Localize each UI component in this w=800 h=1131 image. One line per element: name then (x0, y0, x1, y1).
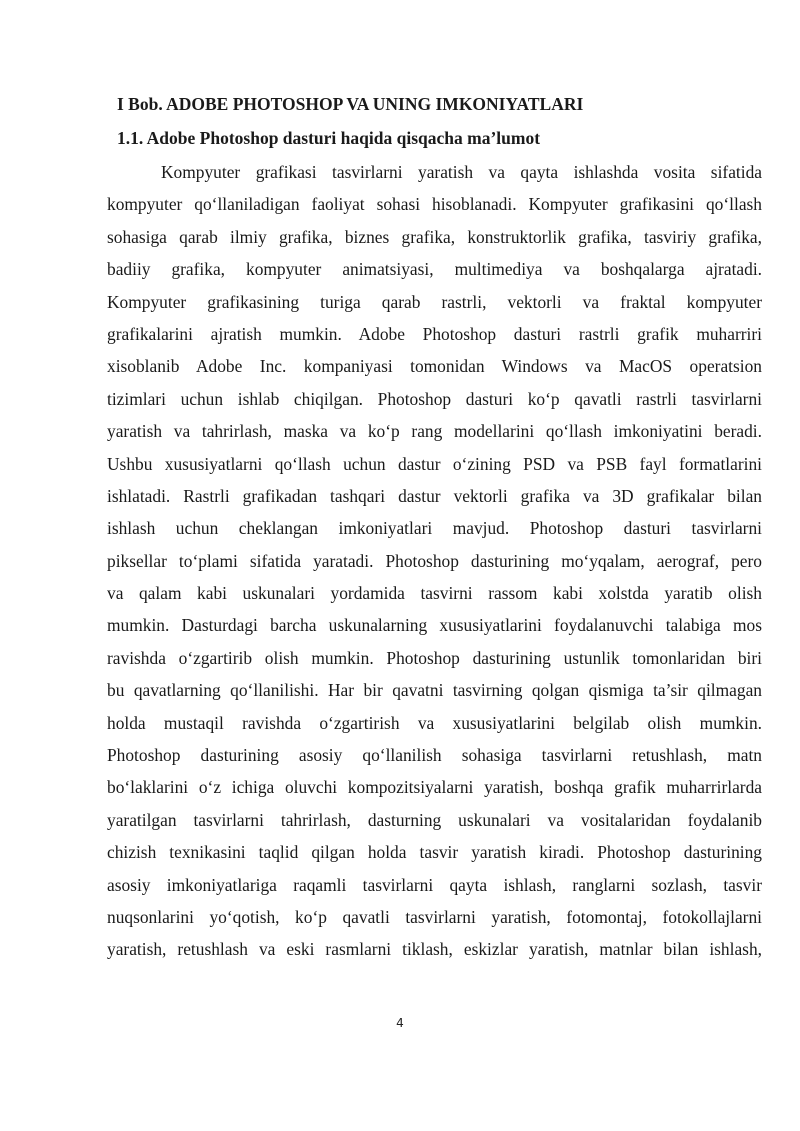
paragraph-line: ishlash uchun cheklangan imkoniyatlari mavjud. Photoshop dasturi tasvirlarni (107, 518, 762, 539)
paragraph-line: Kompyuter grafikasi tasvirlarni yaratish va qayta ishlashda vosita sifatida (161, 162, 762, 182)
paragraph-line: badiiy grafika, kompyuter animatsiyasi, multimediya va boshqalarga ajratadi. (107, 259, 762, 280)
paragraph-line: holda mustaqil ravishda o‘zgartirish va xususiyatlarini belgilab olish mumkin. (107, 712, 762, 733)
paragraph-line: nuqsonlarini yo‘qotish, ko‘p qavatli tasvirlarni yaratish, fotomontaj, fotokollajlarni (107, 906, 762, 927)
paragraph-line: Kompyuter grafikasining turiga qarab rastrli, vektorli va fraktal kompyuter (107, 291, 762, 312)
paragraph-line: Ushbu xususiyatlarni qo‘llash uchun dastur o‘zining PSD va PSB fayl formatlarini (107, 453, 762, 474)
paragraph-line: xisoblanib Adobe Inc. kompaniyasi tomonidan Windows va MacOS operatsion (107, 356, 762, 377)
page-number: 4 (396, 1016, 404, 1030)
paragraph-line: va qalam kabi uskunalari yordamida tasvirni rassom kabi xolstda yaratib olish (107, 583, 762, 604)
paragraph-line: asosiy imkoniyatlariga raqamli tasvirlarni qayta ishlash, ranglarni sozlash, tasvir (107, 874, 762, 895)
paragraph-line: yaratish, retushlash va eski rasmlarni tiklash, eskizlar yaratish, matnlar bilan ishlash, (107, 939, 762, 960)
paragraph-line: bu qavatlarning qo‘llanilishi. Har bir qavatni tasvirning qolgan qismiga ta’sir qilmagan (107, 680, 762, 701)
paragraph-line: piksellar to‘plami sifatida yaratadi. Photoshop dasturining mo‘yqalam, aerograf, pero (107, 550, 762, 571)
paragraph-line: yaratish va tahrirlash, maska va ko‘p rang modellarini qo‘llash imkoniyatini beradi. (107, 421, 762, 442)
paragraph-line: grafikalarini ajratish mumkin. Adobe Photoshop dasturi rastrli grafik muharriri (107, 323, 762, 344)
paragraph-line: Photoshop dasturining asosiy qo‘llanilish sohasiga tasvirlarni retushlash, matn (107, 745, 762, 766)
body-paragraph (107, 156, 762, 966)
paragraph-line: ishlatadi. Rastrli grafikadan tashqari dastur vektorli grafika va 3D grafikalar bilan (107, 485, 762, 506)
paragraph-line: yaratilgan tasvirlarni tahrirlash, dasturning uskunalari va vositalaridan foydalanib (107, 809, 762, 830)
chapter-title: I Bob. ADOBE PHOTOSHOP VA UNING IMKONIYATLARI (117, 94, 584, 114)
paragraph-line: tizimlari uchun ishlab chiqilgan. Photoshop dasturi ko‘p qavatli rastrli tasvirlarni (107, 388, 762, 409)
paragraph-line: sohasiga qarab ilmiy grafika, biznes grafika, konstruktorlik grafika, tasviriy grafika, (107, 226, 762, 247)
section-title: 1.1. Adobe Photoshop dasturi haqida qisqacha ma’lumot (117, 128, 541, 148)
paragraph-line: chizish texnikasini taqlid qilgan holda tasvir yaratish kiradi. Photoshop dasturining (107, 842, 762, 863)
paragraph-line: kompyuter qo‘llaniladigan faoliyat sohasi hisoblanadi. Kompyuter grafikasini qo‘llash (107, 194, 762, 215)
paragraph-line: bo‘laklarini o‘z ichiga oluvchi kompozitsiyalarni yaratish, boshqa grafik muharrirlarda (107, 777, 762, 798)
paragraph-line: mumkin. Dasturdagi barcha uskunalarning xususiyatlarini foydalanuvchi talabiga mos (107, 615, 762, 636)
paragraph-line: ravishda o‘zgartirib olish mumkin. Photoshop dasturining ustunlik tomonlaridan biri (107, 647, 762, 668)
